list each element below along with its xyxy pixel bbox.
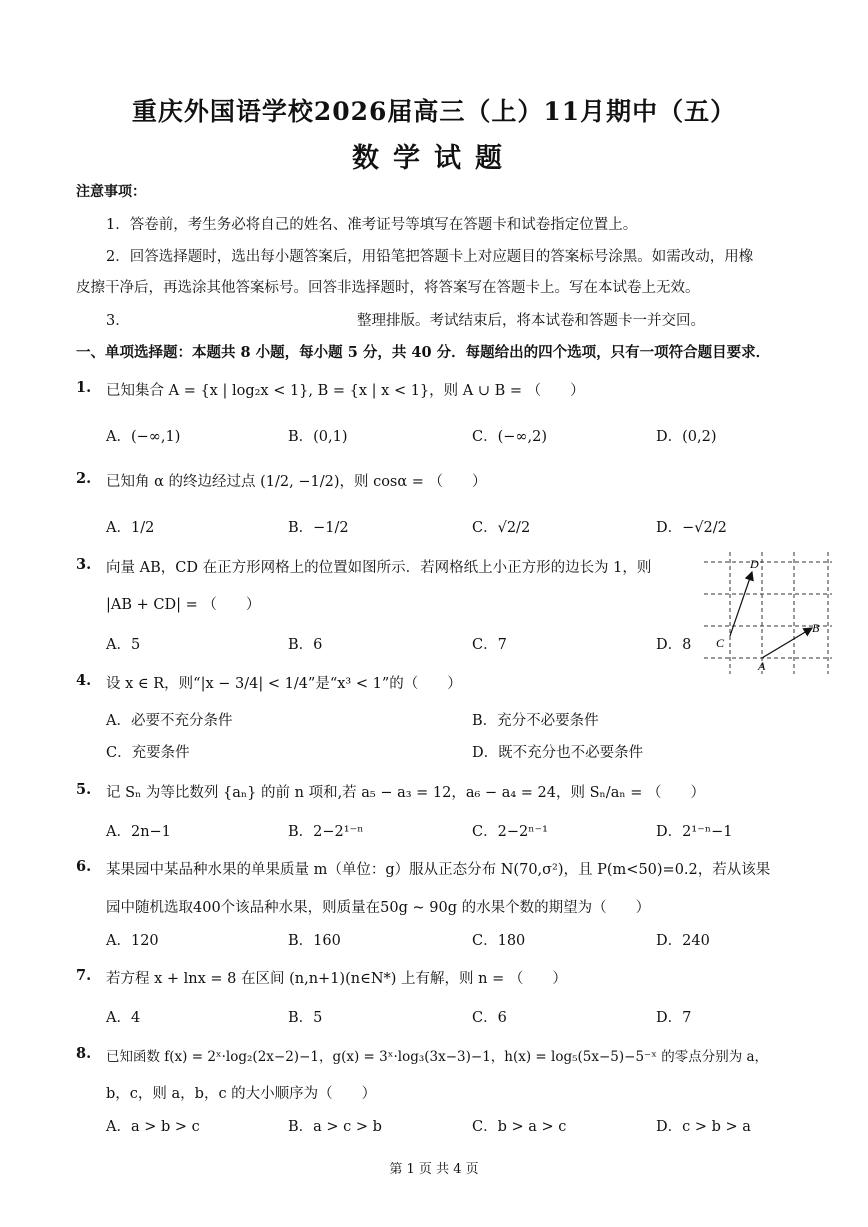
q4-option-b: B．充分不必要条件 <box>472 713 599 729</box>
q8-option-d: D．c > b > a <box>656 1119 751 1135</box>
q5-option-c: C．2−2ⁿ⁻¹ <box>472 824 548 840</box>
notice-3: 整理排版。考试结束后，将本试卷和答题卡一并交回。 <box>357 313 705 329</box>
q4-option-d: D．既不充分也不必要条件 <box>472 745 644 761</box>
q8-stem-cont: b，c，则 a，b，c 的大小顺序为（ ） <box>106 1086 377 1102</box>
q2-number: 2. <box>76 470 92 487</box>
q6-option-d: D．240 <box>656 933 710 949</box>
q1-option-b: B．(0,1) <box>288 429 348 445</box>
q3-option-a: A．5 <box>106 637 141 653</box>
exam-title: 重庆外国语学校2026届高三（上）11月期中（五） <box>131 97 737 126</box>
point-c-label: C <box>716 636 725 650</box>
q5-option-a: A．2n−1 <box>106 824 171 840</box>
point-d-label: D <box>750 557 759 571</box>
notice-3-num: 3． <box>106 313 130 329</box>
q7-option-b: B．5 <box>288 1010 323 1026</box>
q8-option-b: B．a > c > b <box>288 1119 382 1135</box>
q8-option-c: C．b > a > c <box>472 1119 567 1135</box>
vector-ab <box>762 628 812 658</box>
notice-header: 注意事项： <box>76 184 146 200</box>
q1-option-d: D．(0,2) <box>656 429 717 445</box>
q3-number: 3. <box>76 556 92 573</box>
q8-option-a: A．a > b > c <box>106 1119 200 1135</box>
q3-option-b: B．6 <box>288 637 323 653</box>
q3-stem-cont: |AB + CD| = （ ） <box>106 597 261 613</box>
q4-option-c: C．充要条件 <box>106 745 190 761</box>
q5-option-d: D．2¹⁻ⁿ−1 <box>656 824 733 840</box>
vector-grid-figure <box>700 550 835 678</box>
q8-stem: 已知函数 f(x) = 2ˣ·log₂(2x−2)−1，g(x) = 3ˣ·log₃(3x−3)−1，h(x) = log₅(5x−5)−5⁻ˣ 的零点分别为 a， <box>106 1049 769 1065</box>
q6-stem-cont: 园中随机选取400个该品种水果，则质量在50g ~ 90g 的水果个数的期望为（ ） <box>106 900 651 916</box>
point-b-label: B <box>812 621 820 635</box>
q5-stem: 记 Sₙ 为等比数列 {aₙ} 的前 n 项和,若 a₅ − a₃ = 12，a₆ − a₄ = 24，则 Sₙ/aₙ = （ ） <box>106 785 705 801</box>
point-a-label: A <box>758 659 766 673</box>
q7-option-d: D．7 <box>656 1010 692 1026</box>
q1-option-a: A．(−∞,1) <box>106 429 181 445</box>
page-footer: 第 1 页 共 4 页 <box>389 1162 479 1177</box>
q1-stem: 已知集合 A = {x | log₂x < 1}, B = {x | x < 1}，则 A ∪ B = （ ） <box>106 383 585 399</box>
q2-option-d: D．−√2/2 <box>656 520 727 536</box>
q5-option-b: B．2−2¹⁻ⁿ <box>288 824 364 840</box>
q4-option-a: A．必要不充分条件 <box>106 713 233 729</box>
q6-stem: 某果园中某品种水果的单果质量 m（单位：g）服从正态分布 N(70,σ²)，且 P(m<50)=0.2，若从该果 <box>106 862 771 878</box>
q1-option-c: C．(−∞,2) <box>472 429 547 445</box>
q8-number: 8. <box>76 1045 92 1062</box>
q1-number: 1. <box>76 379 92 396</box>
grid-lines <box>704 552 832 674</box>
q7-number: 7. <box>76 967 92 984</box>
q7-option-c: C．6 <box>472 1010 507 1026</box>
q3-option-d: D．8 <box>656 637 692 653</box>
q2-option-c: C．√2/2 <box>472 520 531 536</box>
notice-1: 1．答卷前，考生务必将自己的姓名、准考证号等填写在答题卡和试卷指定位置上。 <box>106 217 638 233</box>
q5-number: 5. <box>76 781 92 798</box>
section-heading: 一、单项选择题：本题共 8 小题，每小题 5 分，共 40 分．每题给出的四个选项，只有一项符合题目要求． <box>76 344 771 361</box>
q6-number: 6. <box>76 858 92 875</box>
q2-option-a: A．1/2 <box>106 520 155 536</box>
q7-stem: 若方程 x + lnx = 8 在区间 (n,n+1)(n∈N*) 上有解，则 n = （ ） <box>106 971 567 987</box>
q2-option-b: B．−1/2 <box>288 520 349 536</box>
q7-option-a: A．4 <box>106 1010 141 1026</box>
exam-subtitle: 数学试题 <box>352 143 516 174</box>
q3-stem: 向量 AB，CD 在正方形网格上的位置如图所示．若网格纸上小正方形的边长为 1，则 <box>106 560 652 576</box>
q6-option-a: A．120 <box>106 933 159 949</box>
q6-option-c: C．180 <box>472 933 526 949</box>
q6-option-b: B．160 <box>288 933 341 949</box>
q4-number: 4. <box>76 672 92 689</box>
notice-2-cont: 皮擦干净后，再选涂其他答案标号。回答非选择题时，将答案写在答题卡上。写在本试卷上无效。 <box>76 280 700 296</box>
q4-stem: 设 x ∈ R，则“|x − 3/4| < 1/4”是“x³ < 1”的（ ） <box>106 676 462 692</box>
notice-2: 2．回答选择题时，选出每小题答案后，用铅笔把答题卡上对应题目的答案标号涂黑。如需改动，用橡 <box>106 249 754 265</box>
q3-option-c: C．7 <box>472 637 507 653</box>
q2-stem: 已知角 α 的终边经过点 (1/2, −1/2)，则 cosα = （ ） <box>106 474 487 490</box>
